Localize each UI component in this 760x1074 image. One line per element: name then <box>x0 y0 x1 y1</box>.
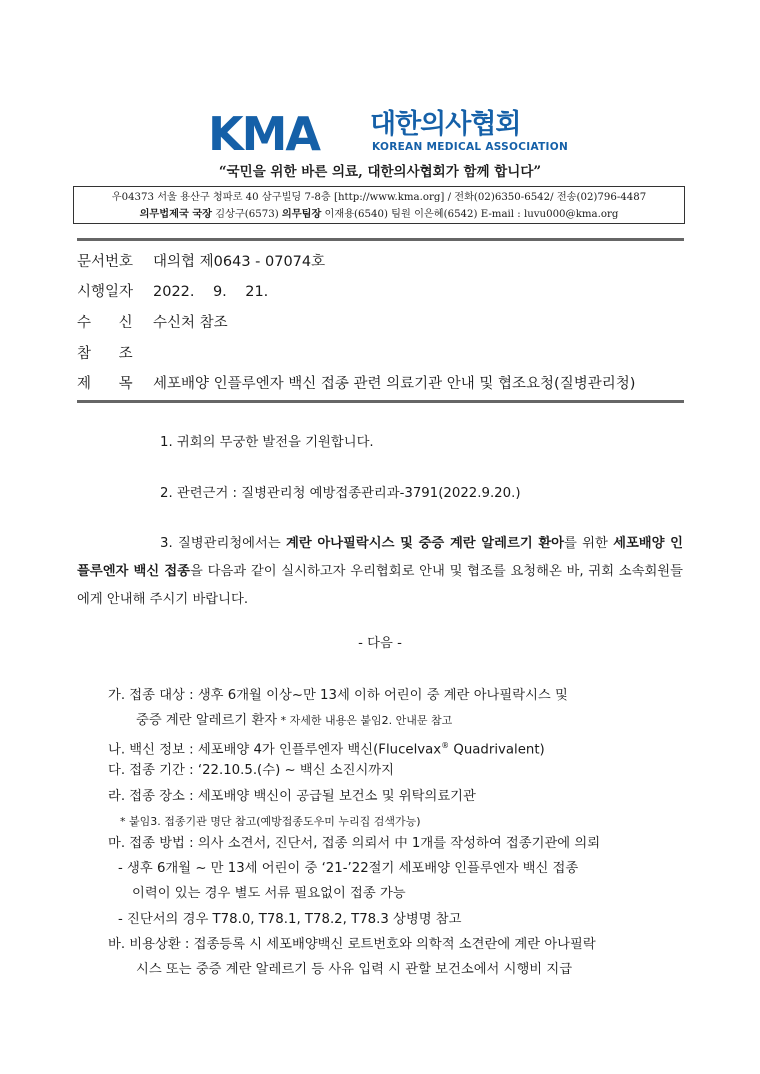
kma-logo: KMA <box>208 107 320 161</box>
p3-rest: 을 다음과 같이 실시하고자 우리협회로 안내 및 협조를 요청해온 바, 귀회 소속회원들에게 안내해 주시기 바랍니다. <box>77 564 683 607</box>
contact-rest: 이재용(6540) 팀원 이은혜(6542) E-mail : luvu000@kma.org <box>321 209 619 220</box>
subject-row <box>77 374 635 394</box>
doc-number-label: 문서번호 <box>77 254 134 270</box>
item-na-text: 나. 백신 정보 : 세포배양 4가 인플루엔자 백신(Flucelvax <box>108 742 442 758</box>
contact-line <box>74 206 684 223</box>
doc-number-row <box>77 252 325 272</box>
reference-row <box>77 344 153 364</box>
date-value: 2022. 9. 21. <box>153 284 269 300</box>
next-heading: - 다음 - <box>358 636 402 651</box>
registered-mark: ® <box>441 741 450 750</box>
recipient-row <box>77 313 228 333</box>
item-ga-target: 중증 계란 알레르기 환자 <box>136 713 278 728</box>
contact-name-1: 김상구(6573) <box>212 209 282 220</box>
bottom-divider <box>77 400 684 403</box>
item-da: 다. 접종 기간 : ‘22.10.5.(수) ~ 백신 소진시까지 <box>108 763 394 778</box>
item-na-end: Quadrivalent) <box>449 742 545 758</box>
p3-intro: 3. 질병관리청에서는 <box>160 536 286 551</box>
item-ma-sub2: - 진단서의 경우 T78.0, T78.1, T78.2, T78.3 상병명 참고 <box>118 912 462 927</box>
item-ga-note: * 자세한 내용은 붙임2. 안내문 참고 <box>277 714 453 727</box>
date-row <box>77 282 268 302</box>
recipient-label: 수 신 <box>77 315 133 331</box>
date-label: 시행일자 <box>77 284 134 300</box>
contact-role-2: 의무팀장 <box>281 208 322 220</box>
p3-vaccine-bold: 세포배양 인플루엔자 백신 접종 <box>77 536 683 579</box>
contact-role-1: 의무법제국 국장 <box>139 208 213 220</box>
p3-target-bold: 계란 아나필락시스 및 중증 계란 알레르기 환아 <box>285 536 565 551</box>
reference-label: 참 조 <box>77 346 133 362</box>
address-line: 우04373 서울 용산구 청파로 40 삼구빌딩 7-8층 [http://www.kma.org] / 전화(02)6350-6542/ 전송(02)796-4487 <box>111 192 647 203</box>
slogan: “국민을 위한 바른 의료, 대한의사협회가 함께 합니다” <box>218 164 542 180</box>
paragraph-3 <box>77 530 683 614</box>
org-name-korean: 대한의사협회 <box>370 109 521 140</box>
item-ma-sub1-cont: 이력이 있는 경우 별도 서류 필요없이 접종 가능 <box>132 886 406 901</box>
item-ga-line2 <box>136 711 452 731</box>
recipient-value: 수신처 참조 <box>153 315 228 331</box>
item-ra-note: * 붙임3. 접종기관 명단 참고(예방접종도우미 누리집 검색가능) <box>120 815 421 828</box>
item-ga-line1: 가. 접종 대상 : 생후 6개월 이상~만 13세 이하 어린이 중 계란 아나필락시스 및 <box>108 688 568 703</box>
subject-value: 세포배양 인플루엔자 백신 접종 관련 의료기관 안내 및 협조요청(질병관리청) <box>153 376 636 392</box>
paragraph-1: 1. 귀회의 무궁한 발전을 기원합니다. <box>160 435 374 450</box>
top-divider <box>77 238 684 241</box>
item-ba-line2: 시스 또는 중증 계란 알레르기 등 사유 입력 시 관할 보건소에서 시행비 지급 <box>136 962 573 977</box>
item-ma: 마. 접종 방법 : 의사 소견서, 진단서, 접종 의뢰서 中 1개를 작성하여 접종기관에 의뢰 <box>108 836 601 851</box>
item-ra: 라. 접종 장소 : 세포배양 백신이 공급될 보건소 및 위탁의료기관 <box>108 789 476 804</box>
address-box <box>73 186 685 224</box>
item-ma-sub1: - 생후 6개월 ~ 만 13세 어린이 중 ‘21-’22절기 세포배양 인플루엔자 백신 접종 <box>118 861 579 876</box>
doc-number-value: 대의협 제0643 - 07074호 <box>153 254 326 270</box>
item-ba-line1: 바. 비용상환 : 접종등록 시 세포배양백신 로트번호와 의학적 소견란에 계란 아나필락 <box>108 937 596 952</box>
org-name-english: KOREAN MEDICAL ASSOCIATION <box>372 141 569 153</box>
paragraph-2: 2. 관련근거 : 질병관리청 예방접종관리과-3791(2022.9.20.) <box>160 486 521 501</box>
subject-label: 제 목 <box>77 376 133 392</box>
p3-for: 를 위한 <box>564 536 614 551</box>
item-na <box>108 736 545 760</box>
